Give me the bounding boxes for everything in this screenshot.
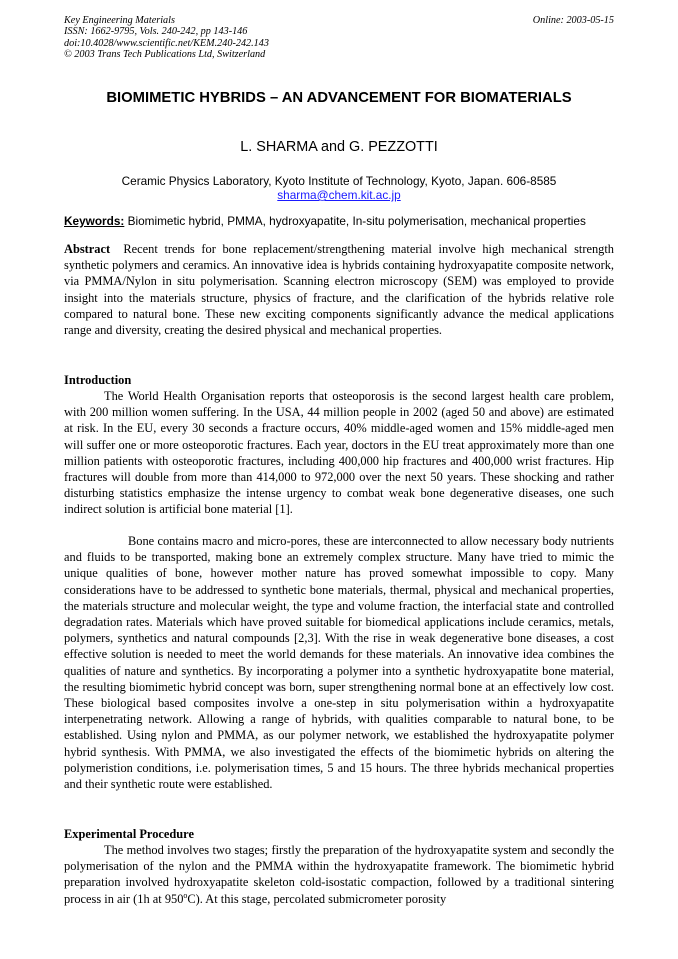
paper-title: BIOMIMETIC HYBRIDS – AN ADVANCEMENT FOR BIOMATERIALS [106,90,572,106]
abstract-label: Abstract [64,242,111,256]
experimental-text-2: C). At this stage, percolated submicrometer porosity [187,891,447,906]
paper-authors: L. SHARMA and G. PEZZOTTI [240,139,438,155]
journal-name: Key Engineering Materials [64,15,175,26]
journal-header [64,15,614,61]
abstract [64,241,614,338]
experimental-heading: Experimental Procedure [64,827,194,841]
introduction-paragraph-1: The World Health Organisation reports that osteoporosis is the second largest health care problem, with 200 million women suffering. In the USA, 44 million people in 2002 (aged 50 and above) are estimated at risk. In the EU, every 30 seconds a fracture occurs, 40% middle-aged women and 15% middle-aged men will suffer one or more osteoporotic fractures. Each year, doctors in the EU treat approximately more than one million patients with osteoporotic fractures, including 400,000 hip fractures and 400,000 wrist fractures. Hip fractures will double from more than 414,000 to 972,000 over the next 50 years. These shocking and rather disturbing statistics emphasize the intense urgency to combat weak bone degenerative diseases, one such indirect solution is artificial bone material [1]. [64,389,614,517]
copyright-line: © 2003 Trans Tech Publications Ltd, Switzerland [64,49,266,61]
abstract-text: Recent trends for bone replacement/strengthening material involve high mechanical strength synthetic polymers and ceramics. An innovative idea is hybrids containing hydroxyapatite composite network, via PMMA/Nylon in situ polymerisation. Scanning electron microscopy (SEM) was employed to provide insight into the materials structure, physics of fracture, and the clarification of the hybrids relative role compared to natural bone. These new exciting components significantly advance the medical applications range and diversity, creating the desired physical and mechanical properties. [64,242,614,338]
issn-line: ISSN: 1662-9795, Vols. 240-242, pp 143-146 [64,26,248,38]
keywords-line [64,214,618,228]
introduction-paragraph-2: Bone contains macro and micro-pores, these are interconnected to allow necessary body nutrients and fluids to be transported, making bone an extremely complex structure. Many have tried to mimic the unique qualities of bone, however mother nature has proved somewhat impossible to copy. Many considerations have to be addressed to synthetic bone materials, thermal, physical and mechanical properties, the materials structure and molecular weight, the type and volume fraction, the interfacial state and controlled degradation rates. Materials which have proved suitable for biomedical applications include ceramics, metals, polymers, synthetics and natural compounds [2,3]. With the rise in weak degenerative bone diseases, a cost effective solution is needed to meet the world demands for these materials. An innovative idea combines the qualities of nature and synthetics. By incorporating a polymer into a synthetic hydroxyapatite bone material, the resulting biomimetic hybrid concept was born, super strengthening normal bone at an effectively low cost. These biological based composites involve a one-step in situ polymerisation within a hydroxyapatite interpenetrating network. Allowing a range of hybrids, with qualities comparable to natural bone, to be established. Using nylon and PMMA, as our polymer network, we established the hydroxyapatite polymer hybrid synthesis. With PMMA, we also investigated the effects of the biomimetic hybrids on altering the polymeristion conditions, i.e. polymerisation times, 5 and 15 hours. The three hybrids mechanical properties and their synthetic route were established. [64,534,614,792]
online-date: Online: 2003-05-15 [532,15,614,26]
email-link[interactable]: sharma@chem.kit.ac.jp [277,188,401,202]
doi-line: doi:10.4028/www.scientific.net/KEM.240-242.143 [64,37,269,49]
keywords-text: Biomimetic hybrid, PMMA, hydroxyapatite, In-situ polymerisation, mechanical properties [124,214,586,228]
experimental-text-1: The method involves two stages; firstly the preparation of the hydroxyapatite system and secondly the polymerisation of the nylon and the PMMA within the hydroxyapatite framework. The biomimetic hybrid preparation involved hydroxyapatite skeleton cold-isostatic compaction, followed by a traditional sintering process in air (1h at 950 [64,843,614,906]
introduction-heading: Introduction [64,373,132,387]
affiliation: Ceramic Physics Laboratory, Kyoto Institute of Technology, Kyoto, Japan. 606-8585 [121,174,557,188]
keywords-label: Keywords: [64,214,125,228]
degree-superscript: o [183,890,188,900]
experimental-paragraph [64,842,614,907]
affiliation-block [0,174,678,202]
